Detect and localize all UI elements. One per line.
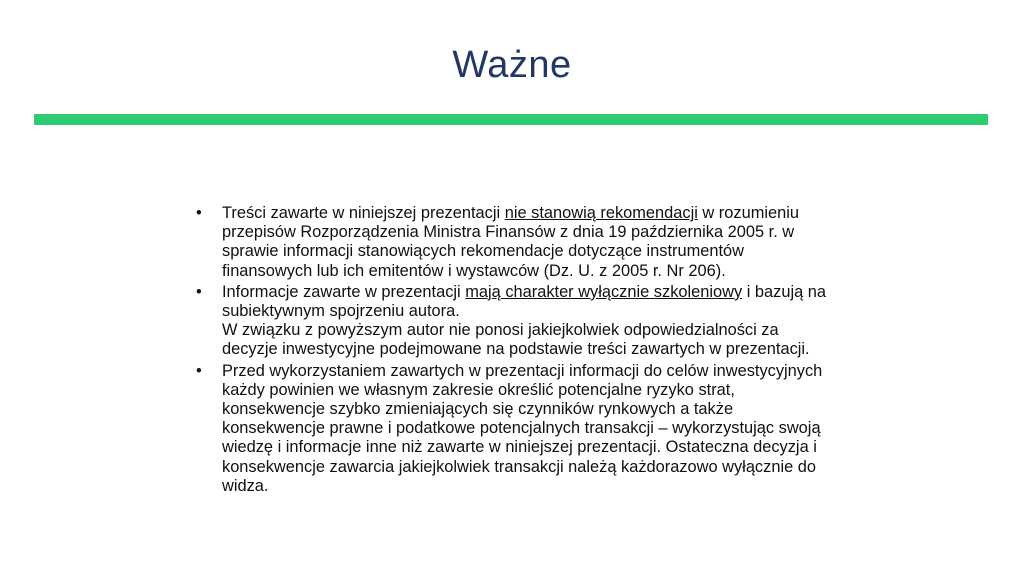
item-text-part: w rozumieniu przepisów Rozporządzenia Ministra Finansów z dnia 19 października 2005 r. w sprawie informacji stanowiących rekomendacje dotyczące instrumentów finansowych lub ich emitentów i wystawców (Dz. U. z 2005 r. Nr 206). [222, 204, 799, 280]
list-item [196, 283, 828, 360]
disclaimer-list [196, 204, 828, 498]
accent-divider [34, 114, 988, 125]
item-text: Przed wykorzystaniem zawartych w prezentacji informacji do celów inwestycyjnych każdy powinien we własnym zakresie określić potencjalne ryzyko strat, konsekwencje szybko zmieniających się czynników rynkowych a także konsekwencje prawne i podatkowe potencjalnych transakcji – wykorzystując swoją wiedzę i informacje inne niż zawarte w niniejszej prezentacji. Ostateczna decyzja i konsekwencje zawarcia jakiejkolwiek transakcji należą każdorazowo wyłącznie do widza. [222, 361, 823, 495]
list-item [196, 362, 828, 496]
underlined-phrase: nie stanowią rekomendacji [504, 204, 698, 222]
item-text-part: i bazują na subiektywnym spojrzeniu autora. [222, 282, 827, 321]
item-text [222, 204, 799, 280]
bullet-icon: • [196, 361, 202, 380]
slide-title: Ważne [452, 44, 572, 86]
item-text-part: Informacje zawarte w prezentacji [222, 282, 466, 301]
underlined-phrase: mają charakter wyłącznie szkoleniowy [465, 282, 743, 301]
bullet-icon: • [196, 204, 202, 222]
item-continuation: W związku z powyższym autor nie ponosi jakiejkolwiek odpowiedzialności za decyzje inwestycyjne podejmowane na podstawie treści zawartych w prezentacji. [222, 321, 810, 359]
list-item [196, 204, 828, 281]
bullet-icon: • [196, 282, 202, 301]
item-text [222, 283, 828, 360]
item-text-part: Treści zawarte w niniejszej prezentacji [222, 204, 505, 222]
